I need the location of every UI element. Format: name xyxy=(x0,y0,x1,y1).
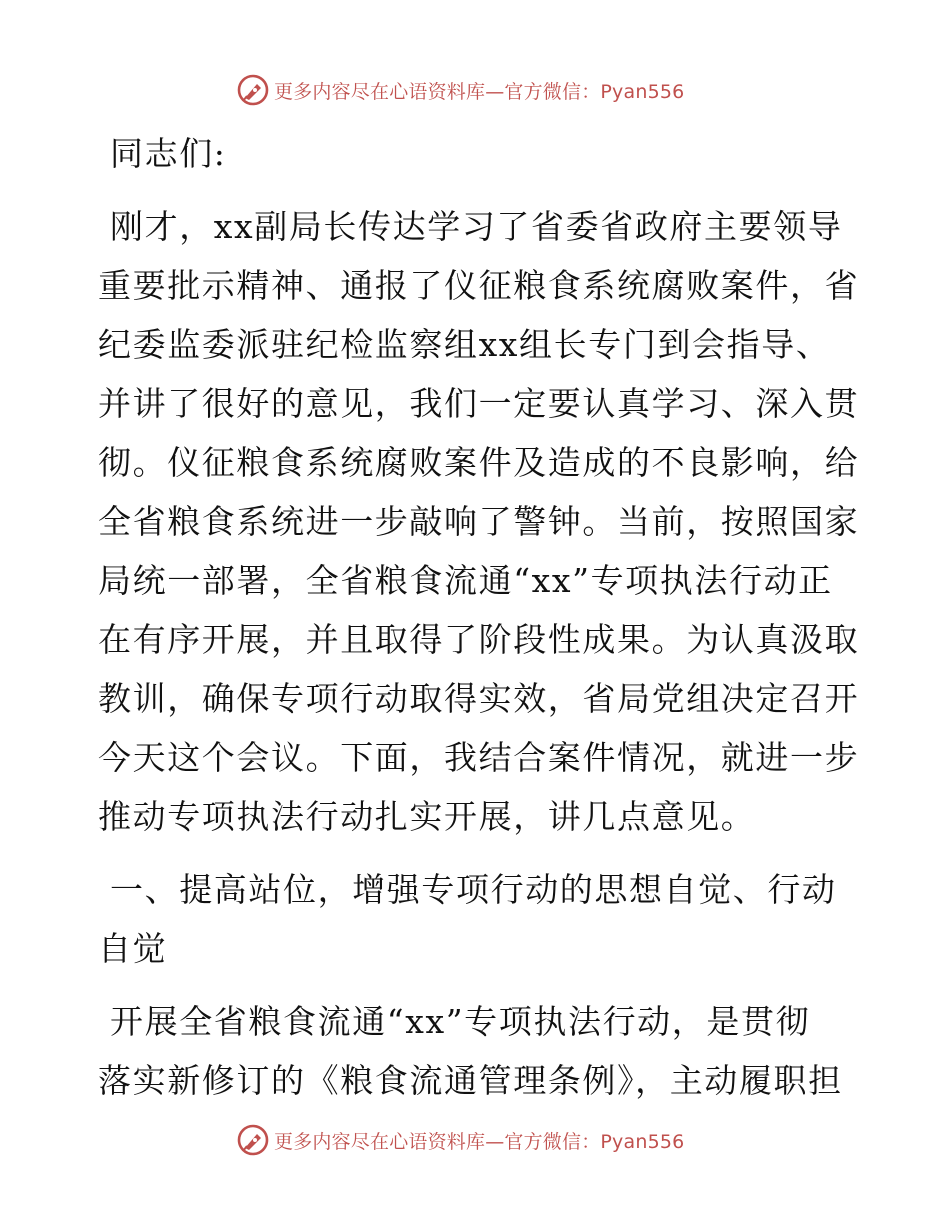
document-body xyxy=(98,124,858,1110)
paragraph-line: 开展全省粮食流通“xx”专项执法行动，是贯彻 xyxy=(110,1002,811,1041)
paragraph-line: 全省粮食系统进一步敲响了警钟。当前，按照国家 xyxy=(98,502,860,541)
watermark-text: 更多内容尽在心语资料库—官方微信：Pyan556 xyxy=(274,80,685,103)
paragraph-line: 推动专项执法行动扎实开展，讲几点意见。 xyxy=(98,797,756,836)
salutation: 同志们: xyxy=(110,134,227,173)
paragraph-line: 在有序开展，并且取得了阶段性成果。为认真汲取 xyxy=(98,620,860,659)
watermark-text: 更多内容尽在心语资料库—官方微信：Pyan556 xyxy=(274,1130,685,1153)
paragraph-2 xyxy=(98,992,858,1110)
paragraph-line: 今天这个会议。下面，我结合案件情况，就进一步 xyxy=(98,738,860,777)
paragraph-line: 并讲了很好的意见，我们一定要认真学习、深入贯 xyxy=(98,384,860,423)
paragraph-line: 局统一部署，全省粮食流通“xx”专项执法行动正 xyxy=(98,561,833,600)
paragraph-line: 教训，确保专项行动取得实效，省局党组决定召开 xyxy=(98,679,860,718)
paragraph-line: 彻。仪征粮食系统腐败案件及造成的不良影响，给 xyxy=(98,443,860,482)
section-heading-1 xyxy=(98,860,858,978)
paragraph-line: 重要批示精神、通报了仪征粮食系统腐败案件，省 xyxy=(98,266,860,305)
pen-nib-logo-icon xyxy=(236,1123,270,1157)
paragraph-line: 纪委监委派驻纪检监察组xx组长专门到会指导、 xyxy=(98,325,831,364)
paragraph-1 xyxy=(98,197,858,846)
pen-nib-logo-icon xyxy=(236,73,270,107)
paragraph-line: 刚才，xx副局长传达学习了省委省政府主要领导 xyxy=(110,207,843,246)
heading-line: 一、提高站位，增强专项行动的思想自觉、行动 xyxy=(110,870,837,909)
footer-watermark xyxy=(236,1122,684,1158)
header-watermark xyxy=(236,72,684,108)
paragraph-line: 落实新修订的《粮食流通管理条例》，主动履职担 xyxy=(98,1061,843,1100)
heading-line: 自觉 xyxy=(98,929,168,968)
